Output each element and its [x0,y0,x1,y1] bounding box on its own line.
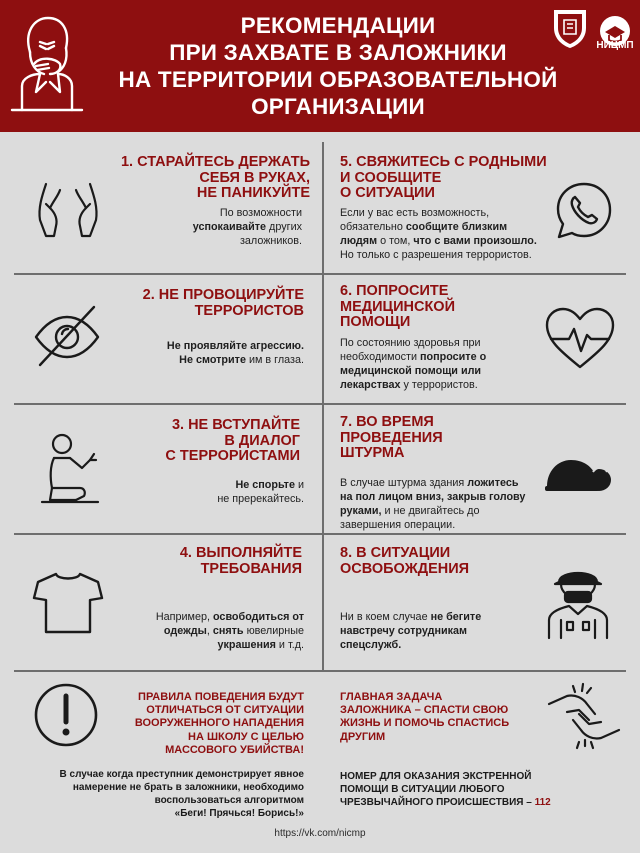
card-3-title: 3. НЕ ВСТУПАЙТЕ В ДИАЛОГ С ТЕРРОРИСТАМИ [165,417,300,464]
soldier-icon [543,562,613,640]
escape-algorithm-text: В случае когда преступник демонстрирует явное намерение не брать в заложники, необходимо воспользоваться алгоритмом «Беги! Прячься! Борись!» [59,769,304,819]
phone-icon [553,180,615,242]
emergency-number-text: НОМЕР ДЛЯ ОКАЗАНИЯ ЭКСТРЕННОЙ ПОМОЩИ В СИТУАЦИИ ЛЮБОГО ЧРЕЗВЫЧАЙНОГО ПРОИСШЕСТВИЯ – 112 [340,771,551,808]
card-7-title: 7. ВО ВРЕМЯ ПРОВЕДЕНИЯ ШТУРМА [340,414,443,461]
card-1-text: По возможности успокаивайте других заложников. [192,207,302,247]
card-5-title: 5. СВЯЖИТЕСЬ С РОДНЫМИ И СООБЩИТЕ О СИТУАЦИИ [340,154,547,201]
card-6-text: По состоянию здоровья при необходимости попросите о медицинской помощи или лекарствах у террористов. [340,337,487,391]
heart-pulse-icon [543,305,617,371]
crossed-eye-icon [32,303,102,369]
card-5-text: Если у вас есть возможность, обязательно сообщите близким людям о том, что с вами произошло. Но только с разрешения террористов. [340,207,537,261]
person-covering-mouth-icon [10,12,84,112]
rules-warning-text: ПРАВИЛА ПОВЕДЕНИЯ БУДУТ ОТЛИЧАТЬСЯ ОТ СИТУАЦИИ ВООРУЖЕННОГО НАПАДЕНИЯ НА ШКОЛУ С ЦЕЛЬЮ МАССОВОГО УБИЙСТВА! [134,691,304,756]
title-line: ОРГАНИЗАЦИИ [251,94,425,119]
divider [14,273,626,275]
page-title [88,12,588,120]
card-8-title: 8. В СИТУАЦИИ ОСВОБОЖДЕНИЯ [340,545,470,577]
title-line: ПРИ ЗАХВАТЕ В ЗАЛОЖНИКИ [169,40,507,65]
card-2-text: Не проявляйте агрессию. Не смотрите им в глаза. [166,340,304,366]
helping-hands-icon [545,682,623,752]
footer-url[interactable]: https://vk.com/nicmp [274,828,366,839]
divider [14,533,626,535]
emblem-shield-icon [550,6,590,50]
card-3-text: Не спорьте и не пререкайтесь. [217,479,304,505]
card-4-title: 4. ВЫПОЛНЯЙТЕ ТРЕБОВАНИЯ [179,545,302,577]
calming-hands-icon [30,178,106,240]
lying-person-icon [543,450,613,494]
header-banner [0,0,640,132]
title-line: РЕКОМЕНДАЦИИ [240,13,436,38]
card-4-text: Например, освободиться от одежды, снять ювелирные украшения и т.д. [155,611,304,651]
card-8-text: Ни в коем случае не бегите навстречу сотрудникам спецслужб. [340,611,482,651]
card-1-title: 1. СТАРАЙТЕСЬ ДЕРЖАТЬ СЕБЯ В РУКАХ, НЕ ПАНИКУЙТЕ [120,154,310,201]
card-2-title: 2. НЕ ПРОВОЦИРУЙТЕ ТЕРРОРИСТОВ [142,287,304,319]
exclamation-icon [33,682,99,748]
divider [322,142,324,670]
title-line: НА ТЕРРИТОРИИ ОБРАЗОВАТЕЛЬНОЙ [118,67,558,92]
emergency-number: 112 [534,797,551,808]
card-6-title: 6. ПОПРОСИТЕ МЕДИЦИНСКОЙ ПОМОЩИ [340,283,456,330]
card-7-text: В случае штурма здания ложитесь на пол лицом вниз, закрыв голову руками, и не двигайтесь до завершения операции. [340,477,526,531]
divider [14,403,626,405]
tshirt-icon [32,570,104,636]
logo-label: НИЦМП [596,40,634,51]
kneeling-person-icon [36,432,102,506]
divider [14,670,626,672]
main-task-text: ГЛАВНАЯ ЗАДАЧА ЗАЛОЖНИКА – СПАСТИ СВОЮ ЖИЗНЬ И ПОМОЧЬ СПАСТИСЬ ДРУГИМ [340,691,510,743]
